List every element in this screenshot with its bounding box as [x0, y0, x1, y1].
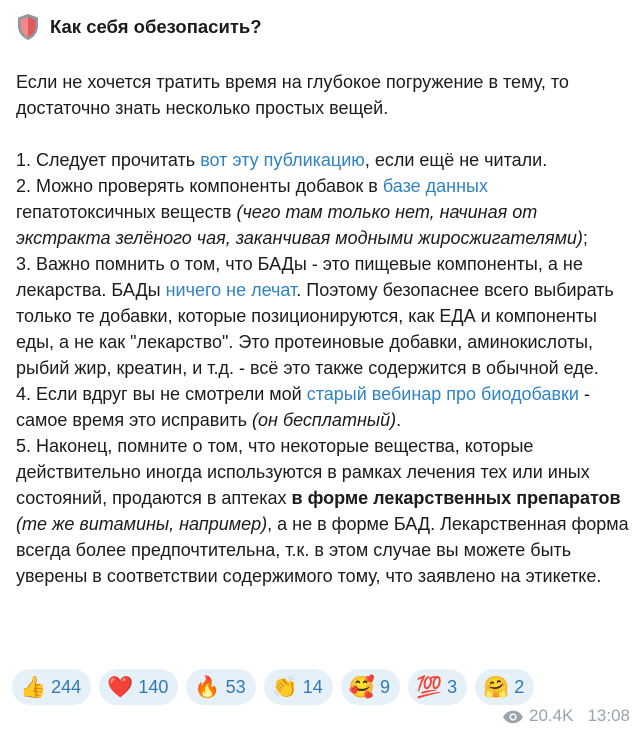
- reaction-thumbs-up[interactable]: [12, 669, 91, 705]
- post-title: Как себя обезопасить?: [50, 16, 262, 37]
- eye-icon: [502, 709, 524, 723]
- post-message: [16, 12, 632, 589]
- thumbs-up-icon: 👍: [20, 675, 47, 699]
- reaction-hugging[interactable]: [475, 669, 534, 705]
- clapping-icon: 👏: [271, 675, 298, 699]
- list-item: 4. Если вдруг вы не смотрели мой старый вебинар про биодобавки - самое время это исправить (он бесплатный).: [16, 384, 590, 430]
- no-cure-link[interactable]: ничего не лечат: [165, 280, 297, 300]
- reaction-count: 2: [514, 676, 525, 697]
- reaction-count: 244: [51, 676, 82, 697]
- list-item: 1. Следует прочитать вот эту публикацию, если ещё не читали.: [16, 150, 548, 170]
- reaction-count: 9: [379, 676, 390, 697]
- view-count: 20.4K: [529, 706, 574, 725]
- list-item: 2. Можно проверять компоненты добавок в базе данных гепатотоксичных веществ (чего там только нет, начиная от экстракта зелёного чая, заканчивая модными жиросжигателями);: [16, 176, 588, 248]
- fire-icon: 🔥: [194, 675, 221, 699]
- timestamp: 13:08: [587, 706, 630, 725]
- reaction-smiling-hearts[interactable]: [341, 669, 400, 705]
- publication-link[interactable]: вот эту публикацию: [200, 150, 365, 170]
- list-item: 3. Важно помнить о том, что БАДы - это пищевые компоненты, а не лекарства. БАДы ничего не лечат. Поэтому безопаснее всего выбирать только те добавки, которые позиционируются, как ЕДА и компоненты еды, а не как "лекарство". Это протеиновые добавки, аминокислоты, рыбий жир, креатин, и т.д. - всё это также содержится в обычной еде.: [16, 254, 614, 378]
- database-link[interactable]: базе данных: [382, 176, 488, 196]
- post-intro: Если не хочется тратить время на глубокое погружение в тему, то достаточно знать несколько простых вещей.: [16, 72, 569, 118]
- hundred-icon: 💯: [415, 675, 443, 699]
- smiling-hearts-icon: 🥰: [348, 675, 375, 699]
- reaction-count: 14: [302, 676, 323, 697]
- list-item: 5. Наконец, помните о том, что некоторые вещества, которые действительно иногда используются в рамках лечения тех или иных состояний, продаются в аптеках в форме лекарственных препаратов (те же витамины, например), а не в форме БАД. Лекарственная форма всегда более предпочтительна, т.к. в этом случае вы можете быть уверены в соответствии содержимого тому, что заявлено на этикетке.: [16, 436, 629, 586]
- reaction-count: 140: [138, 676, 169, 697]
- reaction-fire[interactable]: [186, 669, 255, 705]
- hugging-icon: 🤗: [483, 675, 510, 699]
- heart-icon: ❤️: [107, 675, 134, 699]
- reaction-count: 3: [447, 676, 458, 697]
- webinar-link[interactable]: старый вебинар про биодобавки: [306, 384, 579, 404]
- reactions-bar: [12, 669, 534, 705]
- post-header: [16, 12, 632, 42]
- advice-list: [16, 147, 632, 589]
- reaction-hundred[interactable]: [408, 669, 467, 705]
- shield-icon: [16, 13, 40, 41]
- message-meta: [502, 706, 630, 726]
- reaction-heart[interactable]: [99, 669, 178, 705]
- reaction-count: 53: [225, 676, 246, 697]
- reaction-clapping[interactable]: [264, 669, 333, 705]
